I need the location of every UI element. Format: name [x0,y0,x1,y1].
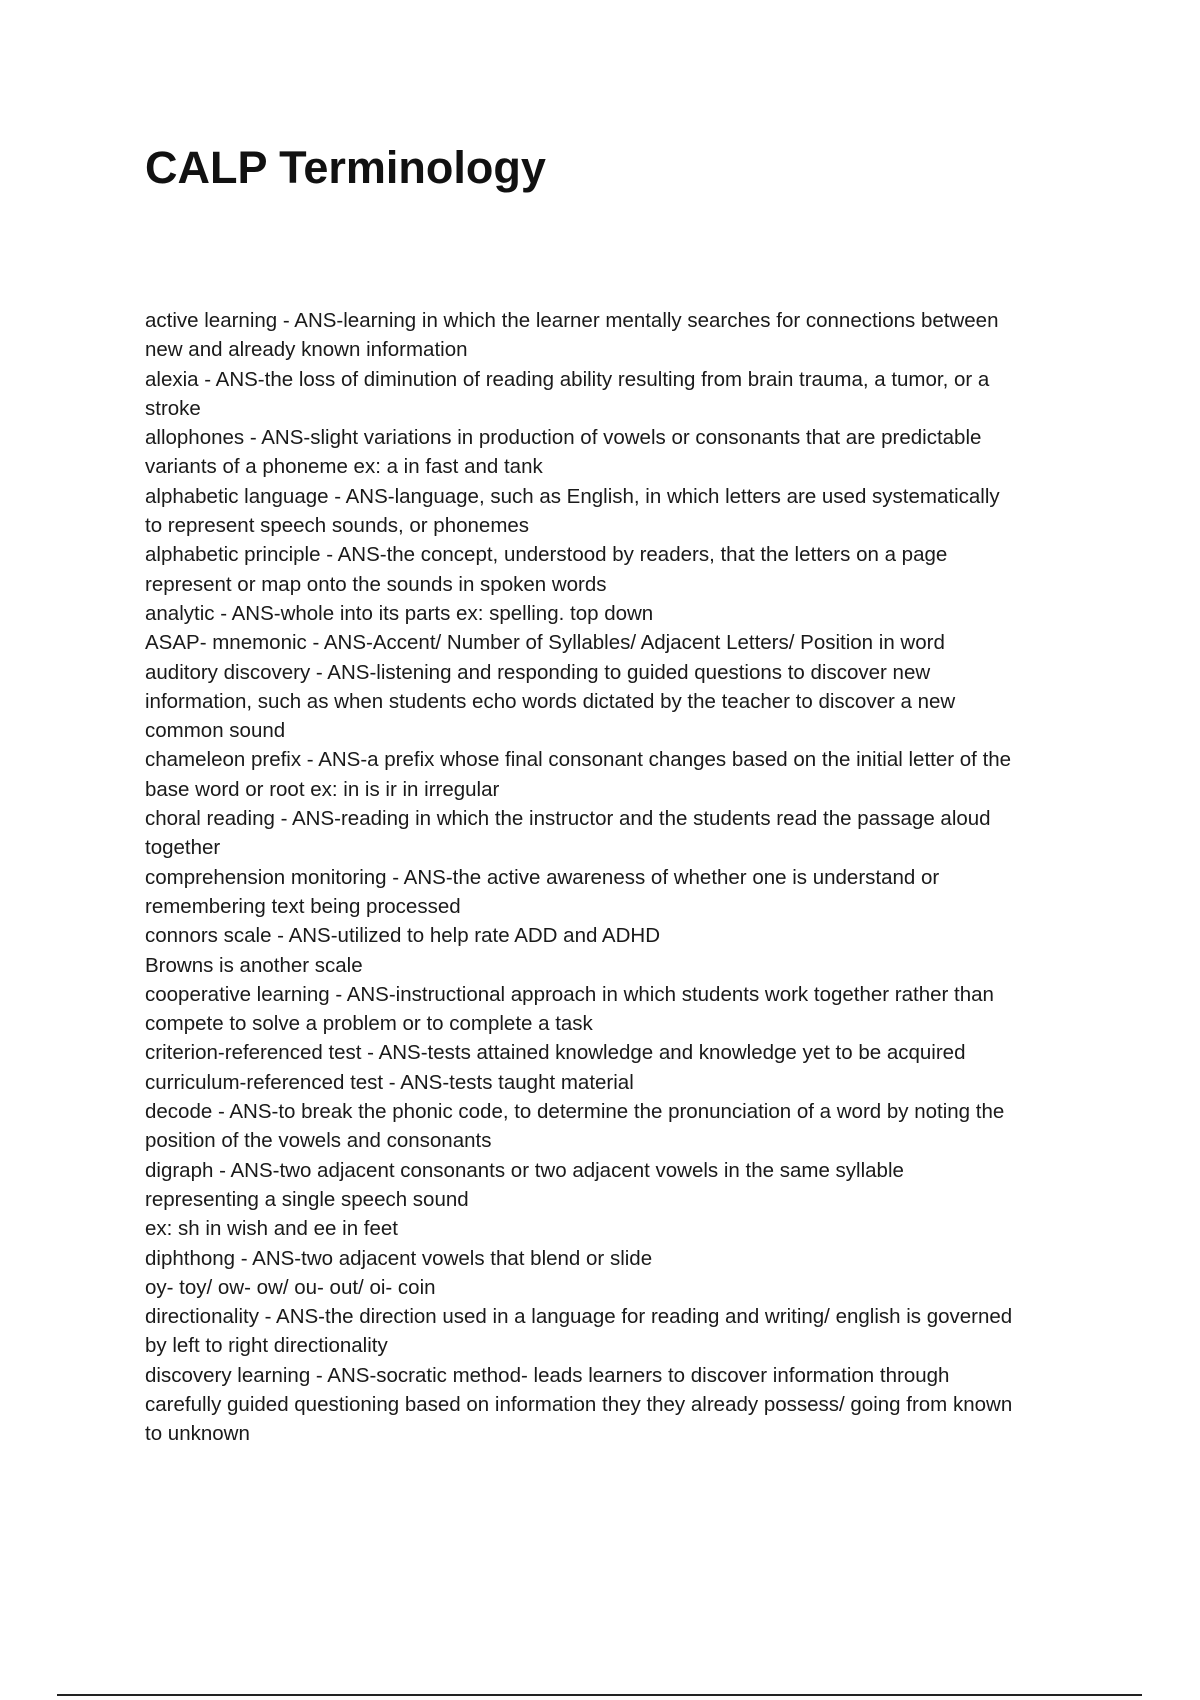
text-line: new and already known information [145,338,468,362]
text-line: oy- toy/ ow- ow/ ou- out/ oi- coin [145,1275,436,1299]
text-line: auditory discovery - ANS-listening and responding to guided questions to discover new [145,660,931,684]
text-line: together [145,836,221,860]
text-line: by left to right directionality [145,1334,388,1358]
text-line: cooperative learning - ANS-instructional approach in which students work together rather than [145,982,994,1006]
page-title: CALP Terminology [145,142,546,193]
text-line: to unknown [145,1422,250,1446]
text-line: chameleon prefix - ANS-a prefix whose final consonant changes based on the initial letter of the [145,748,1012,772]
text-line: represent or map onto the sounds in spoken words [145,572,607,596]
text-line: common sound [145,719,286,743]
text-line: discovery learning - ANS-socratic method- leads learners to discover information through [145,1363,950,1387]
terminology-list [145,306,1095,1449]
text-line: allophones - ANS-slight variations in production of vowels or consonants that are predictable [145,426,982,450]
text-line: ex: sh in wish and ee in feet [145,1217,398,1241]
text-line: carefully guided questioning based on information they they already possess/ going from known [145,1392,1013,1416]
text-line: diphthong - ANS-two adjacent vowels that blend or slide [145,1246,653,1270]
text-line: connors scale - ANS-utilized to help rate ADD and ADHD [145,924,661,948]
text-line: criterion-referenced test - ANS-tests attained knowledge and knowledge yet to be acquired [145,1041,966,1065]
text-line: remembering text being processed [145,894,461,918]
text-line: analytic - ANS-whole into its parts ex: spelling. top down [145,601,654,625]
text-line: variants of a phoneme ex: a in fast and tank [145,455,543,479]
footer-divider [57,1694,1142,1696]
text-line: position of the vowels and consonants [145,1129,492,1153]
text-line: choral reading - ANS-reading in which the instructor and the students read the passage aloud [145,807,991,831]
text-line: digraph - ANS-two adjacent consonants or two adjacent vowels in the same syllable [145,1158,904,1182]
text-line: alexia - ANS-the loss of diminution of reading ability resulting from brain trauma, a tumor, or a [145,367,990,391]
text-line: to represent speech sounds, or phonemes [145,514,530,538]
text-line: information, such as when students echo words dictated by the teacher to discover a new [145,689,956,713]
text-line: alphabetic language - ANS-language, such as English, in which letters are used systematically [145,484,1000,508]
text-line: directionality - ANS-the direction used in a language for reading and writing/ english is governed [145,1305,1013,1329]
text-line: curriculum-referenced test - ANS-tests taught material [145,1070,634,1094]
text-line: decode - ANS-to break the phonic code, to determine the pronunciation of a word by noting the [145,1100,1005,1124]
text-line: compete to solve a problem or to complete a task [145,1012,593,1036]
text-line: base word or root ex: in is ir in irregular [145,777,500,801]
text-line: comprehension monitoring - ANS-the active awareness of whether one is understand or [145,865,940,889]
text-line: alphabetic principle - ANS-the concept, understood by readers, that the letters on a page [145,543,948,567]
text-line: Browns is another scale [145,953,363,977]
text-line: ASAP- mnemonic - ANS-Accent/ Number of Syllables/ Adjacent Letters/ Position in word [145,631,945,655]
text-line: active learning - ANS-learning in which the learner mentally searches for connections between [145,309,999,332]
text-line: stroke [145,396,201,420]
text-line: representing a single speech sound [145,1187,469,1211]
